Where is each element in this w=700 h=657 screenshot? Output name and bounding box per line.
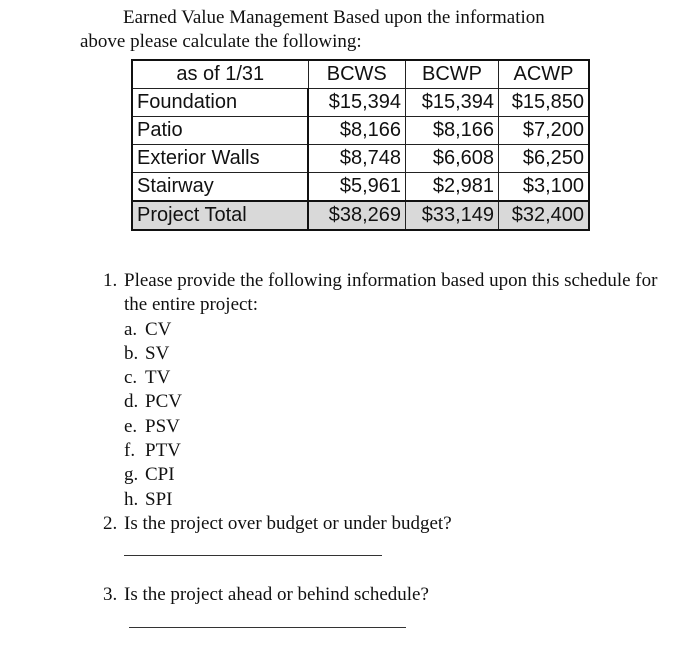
item-label: SV: [145, 342, 170, 364]
intro-line-1: Earned Value Management Based upon the information: [123, 7, 545, 28]
list-item: [124, 488, 683, 512]
question-number: 2.: [103, 512, 118, 534]
question-list: [103, 269, 683, 628]
total-bcws: $38,269: [308, 201, 406, 230]
question-3: [103, 583, 683, 607]
question-1: [103, 269, 683, 318]
row-acwp: $15,850: [499, 89, 590, 117]
total-acwp: $32,400: [499, 201, 590, 230]
answer-line-2[interactable]: [124, 555, 382, 556]
row-bcwp: $8,166: [406, 117, 499, 145]
list-item: [124, 390, 683, 414]
row-task: Foundation: [132, 89, 308, 117]
row-acwp: $6,250: [499, 145, 590, 173]
item-label: PCV: [145, 391, 182, 413]
list-item: [124, 318, 683, 342]
row-bcwp: $6,608: [406, 145, 499, 173]
item-letter: c.: [124, 367, 138, 389]
item-label: PSV: [145, 415, 180, 437]
header-bcwp: BCWP: [406, 60, 499, 89]
intro-text: [80, 6, 640, 54]
item-label: PTV: [145, 440, 181, 462]
list-item: [124, 439, 683, 463]
item-label: TV: [145, 367, 171, 389]
total-label: Project Total: [132, 201, 308, 230]
row-bcws: $15,394: [308, 89, 406, 117]
question-text: Is the project ahead or behind schedule?: [124, 584, 429, 606]
row-bcwp: $2,981: [406, 173, 499, 202]
table-row: [132, 173, 589, 202]
list-item: [124, 366, 683, 390]
list-item: [124, 415, 683, 439]
item-label: CV: [145, 318, 172, 340]
list-item: [124, 463, 683, 487]
table-row: [132, 145, 589, 173]
item-letter: d.: [124, 391, 139, 413]
table-total-row: [132, 201, 589, 230]
item-letter: f.: [124, 440, 136, 462]
answer-line-3[interactable]: [129, 627, 406, 628]
item-label: CPI: [145, 464, 175, 486]
row-acwp: $7,200: [499, 117, 590, 145]
earned-value-table: [131, 59, 590, 231]
table-row: [132, 117, 589, 145]
row-task: Stairway: [132, 173, 308, 202]
item-label: SPI: [145, 488, 173, 510]
question-number: 3.: [103, 584, 118, 606]
row-bcws: $8,166: [308, 117, 406, 145]
row-task: Patio: [132, 117, 308, 145]
row-bcws: $8,748: [308, 145, 406, 173]
header-acwp: ACWP: [499, 60, 590, 89]
total-bcwp: $33,149: [406, 201, 499, 230]
header-bcws: BCWS: [308, 60, 406, 89]
question-number: 1.: [103, 270, 118, 291]
item-letter: b.: [124, 342, 139, 364]
question-text: Please provide the following information based upon this schedule for the entire project:: [124, 270, 658, 316]
question-1-sublist: [124, 318, 683, 512]
row-bcwp: $15,394: [406, 89, 499, 117]
table-row: [132, 89, 589, 117]
question-2: [103, 512, 683, 536]
item-letter: a.: [124, 318, 138, 340]
row-acwp: $3,100: [499, 173, 590, 202]
list-item: [124, 342, 683, 366]
question-text: Is the project over budget or under budget?: [124, 512, 452, 534]
item-letter: h.: [124, 488, 139, 510]
header-as-of: as of 1/31: [132, 60, 308, 89]
item-letter: e.: [124, 415, 138, 437]
item-letter: g.: [124, 464, 139, 486]
row-bcws: $5,961: [308, 173, 406, 202]
table-header-row: [132, 60, 589, 89]
row-task: Exterior Walls: [132, 145, 308, 173]
intro-line-2: above please calculate the following:: [80, 31, 362, 52]
